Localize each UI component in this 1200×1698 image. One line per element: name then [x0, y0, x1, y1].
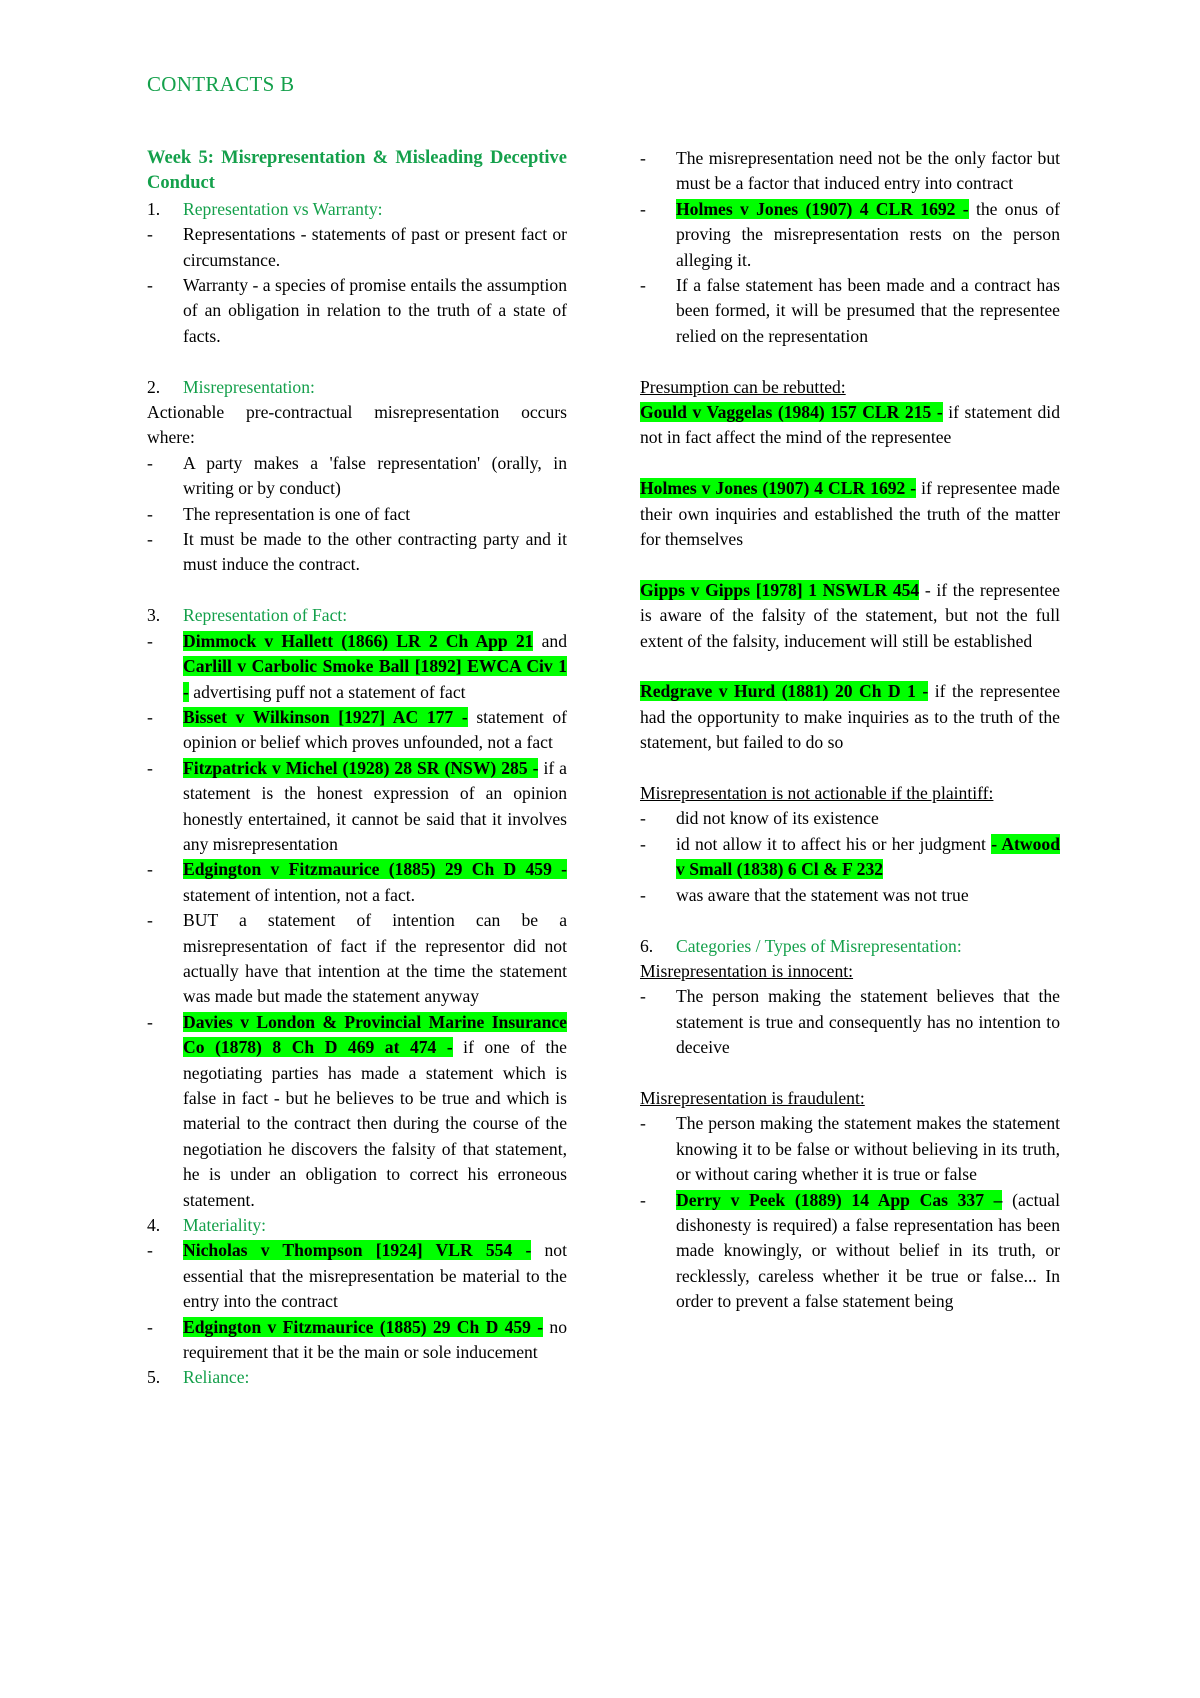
list-item: [640, 197, 1060, 273]
item-text: A party makes a 'false representation' (orally, in writing or by conduct): [183, 452, 567, 499]
section-number: 1.: [147, 198, 161, 219]
list-item: [147, 502, 567, 527]
list-item: [147, 451, 567, 502]
section-1: [147, 197, 567, 222]
list-item: [147, 857, 567, 908]
bullet: -: [640, 884, 646, 905]
item-text: if the representee had the opportunity to make inquiries as to the truth of the statement, but failed to do so: [640, 681, 1060, 753]
section-3: [147, 603, 567, 628]
case-citation: Edgington v Fitzmaurice (1885) 29 Ch D 459 -: [183, 1316, 544, 1337]
bullet: -: [147, 503, 153, 524]
bullet: -: [147, 630, 153, 651]
bullet: -: [640, 833, 646, 854]
list-item: [147, 1010, 567, 1213]
item-text: not essential that the misrepresentation be material to the entry into the contract: [183, 1240, 567, 1312]
case-citation: - Atwood v Small (1838) 6 Cl & F 232: [676, 833, 1061, 880]
item-text: advertising puff not a statement of fact: [188, 681, 466, 702]
item-text: statement of intention, not a fact.: [183, 884, 416, 905]
list-item: [147, 222, 567, 273]
case-citation: Gould v Vaggelas (1984) 157 CLR 215 -: [640, 402, 943, 423]
section-heading: Reliance:: [183, 1367, 250, 1388]
item-text: It must be made to the other contracting party and it must induce the contract.: [183, 529, 567, 575]
section-heading: Categories / Types of Misrepresentation:: [676, 935, 962, 956]
list-item: [640, 883, 1060, 908]
list-item: [640, 832, 1060, 883]
list-item: [147, 705, 567, 756]
section-number: 5.: [147, 1367, 161, 1388]
case-citation: Holmes v Jones (1907) 4 CLR 1692 -: [676, 198, 969, 219]
section-number: 2.: [147, 376, 161, 397]
section-4: [147, 1213, 567, 1238]
list-item: [147, 273, 567, 349]
bullet: -: [640, 198, 646, 219]
list-item: [640, 1111, 1060, 1187]
week-heading: Week 5: Misrepresentation & Misleading Deceptive Conduct: [147, 148, 567, 194]
section-heading: Misrepresentation:: [183, 376, 315, 397]
item-text: Representations - statements of past or present fact or circumstance.: [183, 224, 567, 270]
list-item: [147, 527, 567, 578]
left-column: [147, 146, 567, 1391]
paragraph: [640, 476, 1060, 552]
bullet: -: [147, 529, 153, 550]
item-text: BUT a statement of intention can be a misrepresentation of fact if the representor did not actually have that intention at the time the statement was made but made the statement anyway: [183, 910, 567, 1007]
bullet: -: [640, 1113, 646, 1134]
section-5: [147, 1365, 567, 1390]
item-text: if statement did not in fact affect the mind of the representee: [640, 402, 1060, 448]
bullet: -: [640, 148, 646, 168]
item-text: The person making the statement believes that the statement is true and consequently has no intention to deceive: [676, 986, 1060, 1058]
list-item: [640, 146, 1060, 197]
paragraph: [640, 679, 1060, 755]
subheading: Misrepresentation is fraudulent:: [640, 1087, 865, 1108]
section-heading: Representation vs Warranty:: [183, 198, 383, 219]
case-citation: Redgrave v Hurd (1881) 20 Ch D 1 -: [640, 681, 929, 702]
item-text: statement of opinion or belief which proves unfounded, not a fact: [183, 706, 568, 753]
list-item: [147, 629, 567, 705]
section-number: 3.: [147, 605, 161, 626]
item-text: (actual dishonesty is required) a false representation has been made knowingly, or without belief in its truth, or recklessly, careless whether it be true or false... In order to prevent a false statement being: [676, 1189, 1061, 1312]
list-item: [640, 1188, 1060, 1315]
bullet: -: [640, 986, 646, 1007]
bullet: -: [147, 452, 153, 473]
case-citation: Derry v Peek (1889) 14 App Cas 337 –: [676, 1189, 1003, 1210]
item-text: the onus of proving the misrepresentation rests on the person alleging it.: [676, 198, 1060, 270]
case-citation: Edgington v Fitzmaurice (1885) 29 Ch D 459 -: [183, 859, 567, 880]
item-text: if one of the negotiating parties has made a statement which is false in fact - but he believes to be true and which is material to the contract then during the course of the negotiation he discovers the falsity of that statement, he is under an obligation to correct his erroneous statement.: [183, 1037, 567, 1210]
case-citation: Nicholas v Thompson [1924] VLR 554 -: [183, 1240, 532, 1261]
item-text: - if the representee is aware of the falsity of the statement, but not the full extent of the falsity, inducement will still be established: [640, 579, 1060, 651]
item-text: The misrepresentation need not be the only factor but must be a factor that induced entry into contract: [676, 148, 1060, 194]
bullet: -: [147, 757, 153, 778]
list-item: [147, 1315, 567, 1366]
item-text: did not know of its existence: [676, 808, 879, 829]
subheading: Misrepresentation is innocent:: [640, 960, 854, 981]
document-title: CONTRACTS B: [147, 72, 295, 96]
case-citation: Holmes v Jones (1907) 4 CLR 1692 -: [640, 478, 917, 499]
subheading: Presumption can be rebutted:: [640, 376, 846, 397]
section-heading: Representation of Fact:: [183, 605, 348, 626]
section-6: [640, 934, 1060, 959]
bullet: -: [640, 808, 646, 829]
bullet: -: [147, 224, 153, 245]
bullet: -: [147, 1011, 153, 1032]
item-text: If a false statement has been made and a contract has been formed, it will be presumed that the representee relied on the representation: [676, 275, 1060, 346]
section-number: 4.: [147, 1215, 161, 1236]
item-text: no requirement that it be the main or sole inducement: [183, 1316, 567, 1363]
list-item: [147, 1238, 567, 1314]
paragraph: [640, 400, 1060, 451]
item-text: was aware that the statement was not true: [676, 884, 969, 905]
item-text: and: [533, 630, 567, 651]
section-number: 6.: [640, 935, 654, 956]
case-citation: Davies v London & Provincial Marine Insurance Co (1878) 8 Ch D 469 at 474 -: [183, 1011, 567, 1058]
item-text: if representee made their own inquiries and established the truth of the matter for themselves: [640, 478, 1060, 550]
case-citation: Carlill v Carbolic Smoke Ball [1892] EWCA Civ 1 -: [183, 656, 567, 702]
paragraph: Actionable pre-contractual misrepresentation occurs where:: [147, 402, 567, 448]
item-text: The person making the statement makes the statement knowing it to be false or without believing in its truth, or without caring whether it is true or false: [676, 1113, 1060, 1185]
bullet: -: [640, 1189, 646, 1210]
section-2: [147, 375, 567, 400]
case-citation: Gipps v Gipps [1978] 1 NSWLR 454: [640, 579, 920, 600]
item-text: if a statement is the honest expression of an opinion honestly entertained, it cannot be said that it involves any misrepresentation: [183, 757, 567, 854]
list-item: [147, 908, 567, 1010]
bullet: -: [640, 275, 646, 296]
list-item: [147, 756, 567, 858]
item-text: id not allow it to affect his or her judgment: [676, 833, 992, 854]
list-item: [640, 984, 1060, 1060]
case-citation: Fitzpatrick v Michel (1928) 28 SR (NSW) 285 -: [183, 757, 539, 778]
item-text: The representation is one of fact: [183, 503, 411, 524]
section-heading: Materiality:: [183, 1215, 267, 1236]
case-citation: Dimmock v Hallett (1866) LR 2 Ch App 21: [183, 630, 534, 651]
bullet: -: [147, 706, 153, 727]
list-item: [640, 806, 1060, 831]
right-column: [640, 146, 1060, 1315]
bullet: -: [147, 1240, 153, 1261]
item-text: Warranty - a species of promise entails the assumption of an obligation in relation to the truth of a state of facts.: [183, 275, 567, 346]
bullet: -: [147, 275, 153, 296]
subheading: Misrepresentation is not actionable if the plaintiff:: [640, 783, 994, 804]
bullet: -: [147, 910, 153, 931]
paragraph: [640, 578, 1060, 654]
bullet: -: [147, 1316, 153, 1337]
case-citation: Bisset v Wilkinson [1927] AC 177 -: [183, 706, 468, 727]
list-item: [640, 273, 1060, 349]
bullet: -: [147, 859, 153, 880]
